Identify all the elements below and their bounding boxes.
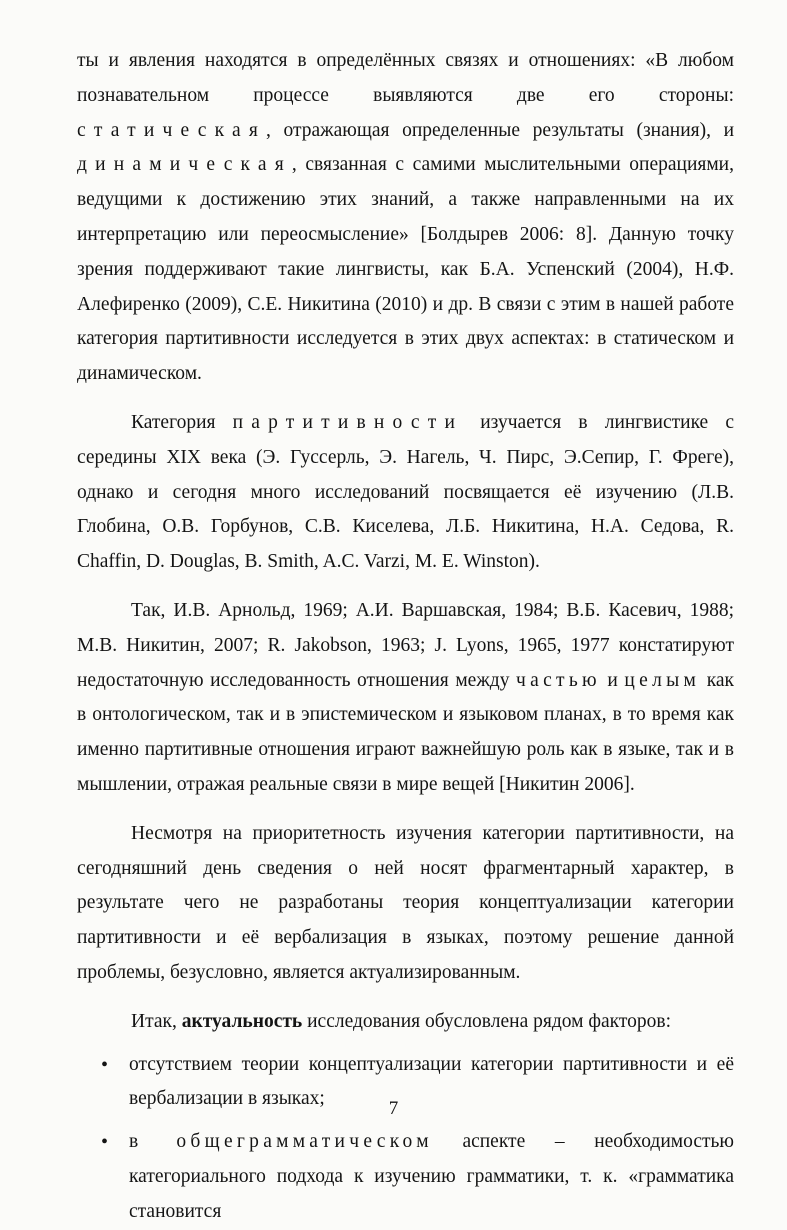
p3-text-a: Так, И.В. Арнольд, 1969; А.И. Варшавская, 1984; В.Б. Касевич, 1988; М.В. Никитин, 2007; R. Jakobson, 1963; J. Lyons, 1965, 1977 констатируют недостаточную исследованность отношения между bbox=[77, 599, 734, 691]
p1-text-c: , связанная с самими мыслительными операциями, ведущими к достижению этих знаний, а также направленными на их интерпретацию или переосмысление» [Болдырев 2006: 8]. Данную точку зрения поддерживают такие лингвисты, как Б.А. Успенский (2004), Н.Ф. Алефиренко (2009), С.Е. Никитина (2010) и др. В связи с этим в нашей работе категория партитивности исследуется в этих двух аспектах: в статическом и динамическом. bbox=[77, 154, 734, 385]
p5-text-a: Итак, bbox=[131, 1010, 182, 1032]
paragraph-4: Несмотря на приоритетность изучения категории партитивности, на сегодняшний день сведения о ней носят фрагментарный характер, в результате чего не разработаны теория концептуализации категории партитивности и её вербализация в языках, поэтому решение данной проблемы, безусловно, является актуализированным. bbox=[77, 822, 734, 983]
p5-bold-relevance: актуальность bbox=[181, 1010, 303, 1032]
paragraph-2 bbox=[77, 406, 734, 580]
p1-term-static: статическая bbox=[77, 119, 267, 141]
list-item-text: отсутствием теории концептуализации категории партитивности и её вербализации в языках; bbox=[129, 1053, 734, 1110]
list-item-spaced-term: в общеграмматическом bbox=[129, 1131, 433, 1153]
document-page bbox=[77, 44, 734, 1230]
p2-text-b: изучается в лингвистике с середины XIX века (Э. Гуссерль, Э. Нагель, Ч. Пирс, Э.Сепир, Г. Фреге), однако и сегодня много исследований посвящается её изучению (Л.В. Глобина, О.В. Горбунов, С.В. Киселева, Л.Б. Никитина, Н.А. Седова, R. Chaffin, D. Douglas, B. Smith, A.C. Varzi, M. E. Winston). bbox=[77, 411, 735, 573]
paragraph-3 bbox=[77, 594, 734, 803]
page-number: 7 bbox=[388, 1098, 399, 1119]
bullet-icon: • bbox=[101, 1053, 109, 1076]
p2-text-a: Категория bbox=[131, 411, 233, 433]
factors-list bbox=[77, 1048, 734, 1230]
list-item-text: аспекте – необходимостью категориального подхода к изучению грамматики, т. к. «грамматика становится bbox=[129, 1131, 734, 1222]
list-item bbox=[77, 1125, 734, 1229]
bullet-icon: • bbox=[101, 1131, 109, 1154]
p3-text-b: и bbox=[600, 669, 625, 691]
p1-term-dynamic: динамическая bbox=[77, 154, 292, 176]
p3-text-c: как в онтологическом, так и в эпистемическом и языковом планах, в то время как именно партитивные отношения играют важнейшую роль как в языке, так и в мышлении, отражая реальные связи в мире вещей [Никитин 2006]. bbox=[77, 669, 735, 795]
p3-term-whole: целым bbox=[624, 669, 701, 691]
p1-text-a: ты и явления находятся в определённых связях и отношениях: «В любом познавательном процессе выявляются две его стороны: bbox=[77, 50, 734, 106]
p5-text-b: исследования обусловлена рядом факторов: bbox=[302, 1010, 671, 1032]
p1-text-b: , отражающая определенные результаты (знания), и bbox=[266, 119, 734, 141]
p2-term-partitivity: партитивности bbox=[232, 411, 464, 433]
p3-term-part: частью bbox=[516, 669, 601, 691]
paragraph-1 bbox=[77, 44, 734, 392]
paragraph-5 bbox=[77, 1005, 734, 1040]
